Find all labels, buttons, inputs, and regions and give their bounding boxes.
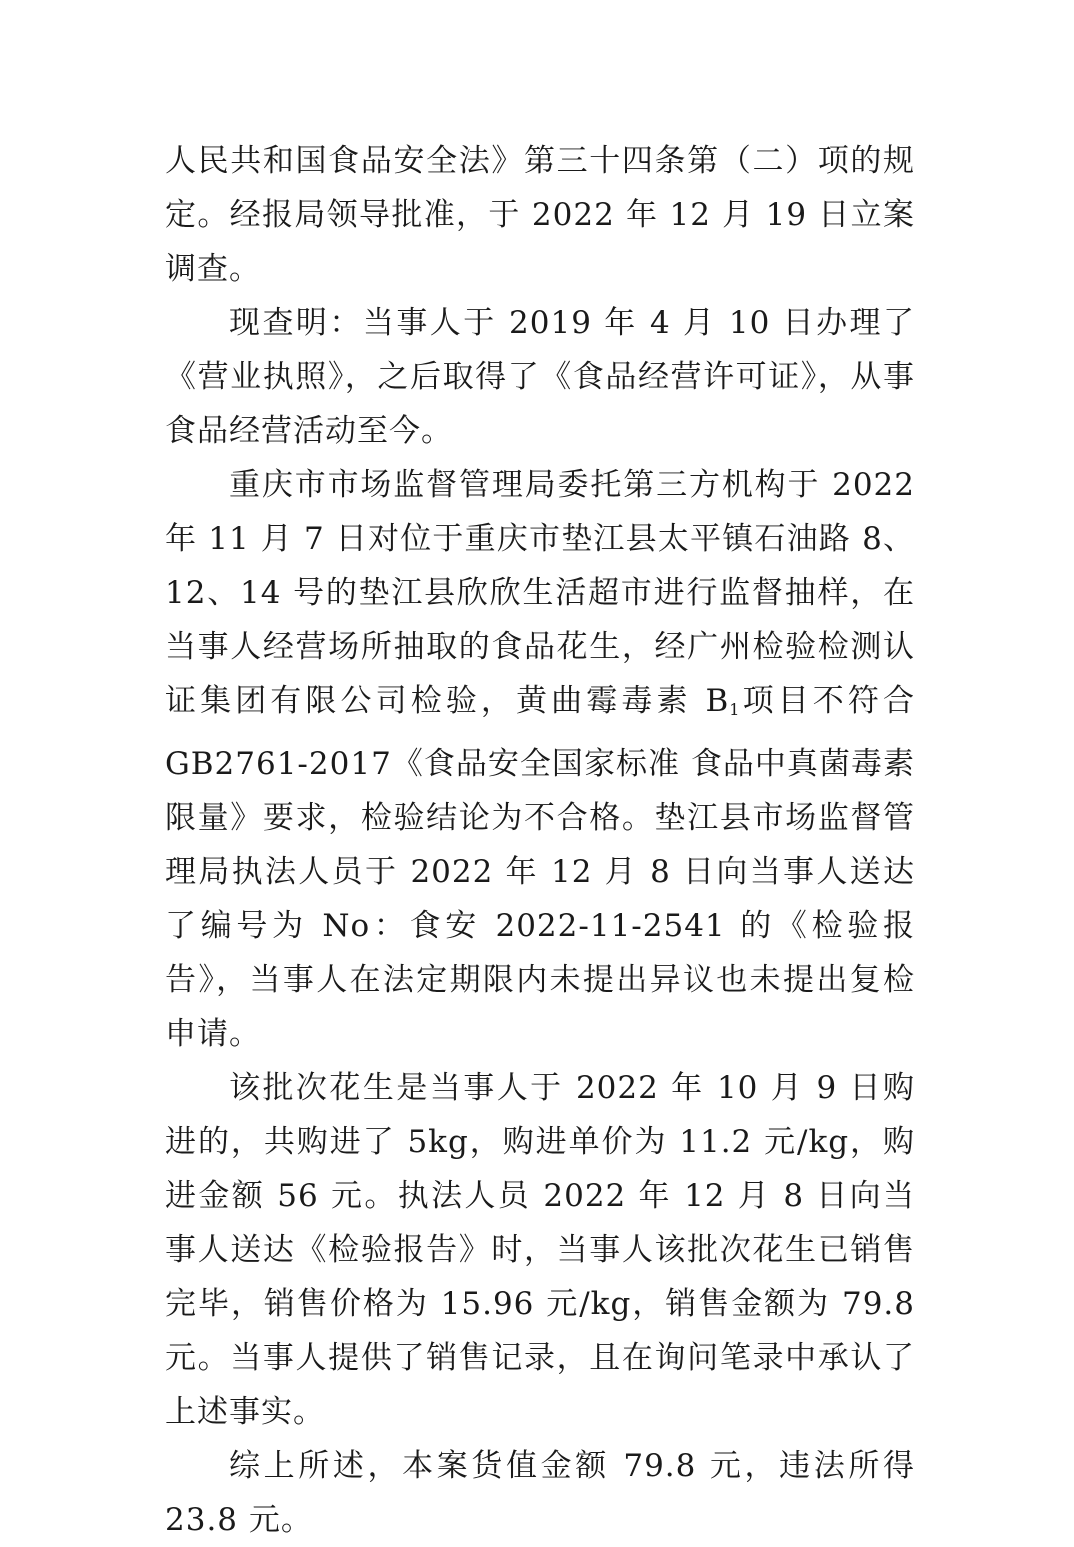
paragraph-case-filing: 人民共和国食品安全法》第三十四条第（二）项的规定。经报局领导批准，于 2022 年 12 月 19 日立案调查。 — [165, 143, 915, 287]
inspection-text-after: 项目不符合 GB2761-2017《食品安全国家标准 食品中真菌毒素限量》要求，检验结论为不合格。垫江县市场监督管理局执法人员于 2022 年 12 月 8 日向当事人送达了编号为 No：食安 2022-11-2541 的《检验报告》，当事人在法定期限内未提出异议也未提出复检申请。 — [165, 683, 916, 1052]
inspection-text-before: 重庆市市场监督管理局委托第三方机构于 2022 年 11 月 7 日对位于重庆市垫江县太平镇石油路 8、12、14 号的垫江县欣欣生活超市进行监督抽样，在当事人经营场所抽取的食品花生，经广州检验检测认证集团有限公司检验，黄曲霉毒素 B — [165, 467, 915, 719]
paragraph-purchase-sales: 该批次花生是当事人于 2022 年 10 月 9 日购进的，共购进了 5kg，购进单价为 11.2 元/kg，购进金额 56 元。执法人员 2022 年 12 月 8 日向当事人送达《检验报告》时，当事人该批次花生已销售完毕，销售价格为 15.96 元/kg，销售金额为 79.8 元。当事人提供了销售记录，且在询问笔录中承认了上述事实。 — [165, 1070, 915, 1430]
subscript-b1: 1 — [729, 700, 740, 719]
paragraph-findings-license: 现查明：当事人于 2019 年 4 月 10 日办理了《营业执照》，之后取得了《食品经营许可证》，从事食品经营活动至今。 — [165, 305, 915, 449]
document-body — [165, 134, 915, 1547]
paragraph-summary: 综上所述，本案货值金额 79.8 元，违法所得 23.8 元。 — [165, 1448, 915, 1538]
paragraph-inspection-result — [165, 458, 915, 1061]
